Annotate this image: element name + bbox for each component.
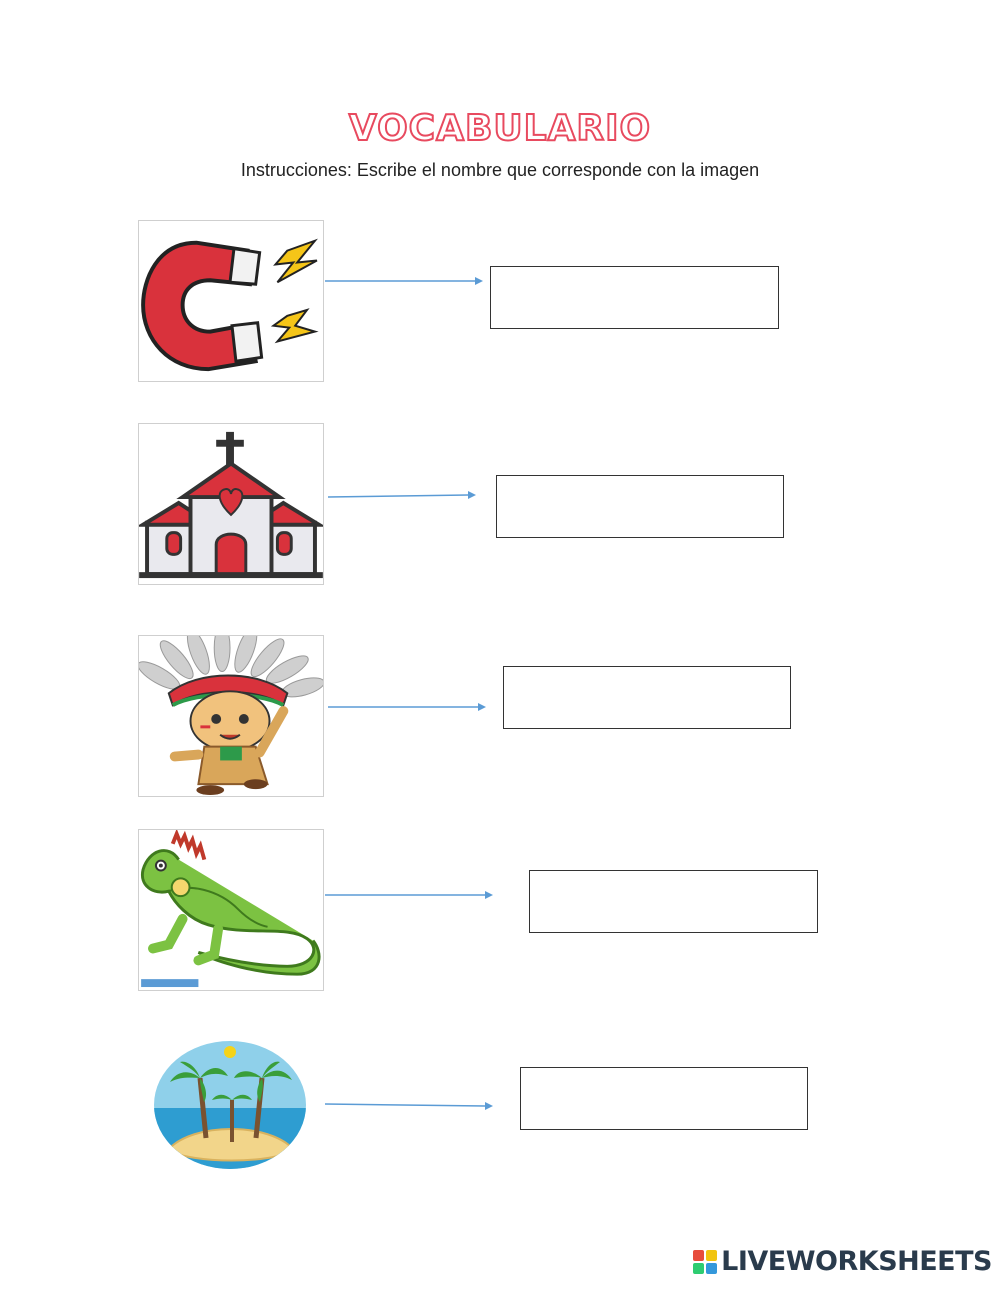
liveworksheets-brand — [693, 1246, 992, 1277]
magnet-image — [138, 220, 324, 382]
answer-box-1[interactable] — [490, 266, 779, 329]
arrow-3 — [328, 700, 490, 714]
answer-box-2[interactable] — [496, 475, 784, 538]
island-image — [152, 1038, 308, 1172]
brand-name: LIVEWORKSHEETS — [721, 1246, 992, 1277]
arrow-4 — [325, 888, 497, 902]
arrow-2 — [328, 489, 480, 503]
arrow-5 — [325, 1098, 497, 1112]
native-boy-image — [138, 635, 324, 797]
answer-box-5[interactable] — [520, 1067, 808, 1130]
liveworksheets-logo-icon — [693, 1250, 717, 1274]
church-image — [138, 423, 324, 585]
answer-box-3[interactable] — [503, 666, 791, 729]
iguana-image — [138, 829, 324, 991]
worksheet-title: VOCABULARIO — [348, 108, 652, 149]
answer-box-4[interactable] — [529, 870, 818, 933]
arrow-1 — [325, 274, 485, 288]
instructions-text: Instrucciones: Escribe el nombre que corresponde con la imagen — [240, 160, 760, 180]
